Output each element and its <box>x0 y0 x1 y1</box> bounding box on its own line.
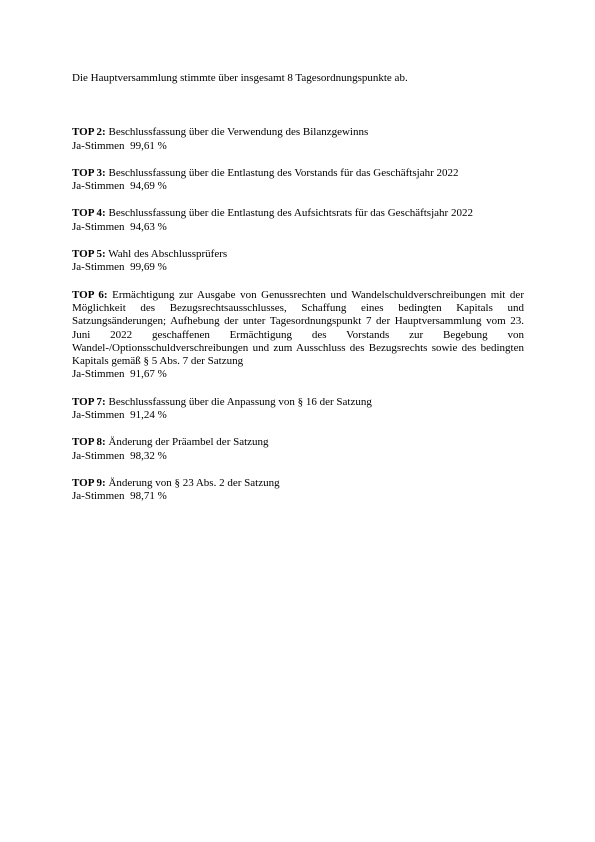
votes-label: Ja-Stimmen <box>72 409 125 422</box>
intro-text: Die Hauptversammlung stimmte über insgesamt 8 Tagesordnungspunkte ab. <box>72 72 408 84</box>
agenda-item-title: Beschlussfassung über die Entlastung des Vorstands für das Geschäftsjahr 2022 <box>105 166 459 179</box>
agenda-item-top-4 <box>72 207 524 234</box>
agenda-item-label: TOP 2: <box>72 126 106 139</box>
votes-label: Ja-Stimmen <box>72 220 125 233</box>
votes-value: 91,24 % <box>130 409 167 422</box>
agenda-item-top-8 <box>72 436 524 463</box>
agenda-item-label: TOP 8: <box>72 436 106 449</box>
votes-label: Ja-Stimmen <box>72 261 125 274</box>
agenda-item-label: TOP 9: <box>72 476 106 489</box>
agenda-item-top-3 <box>72 167 524 194</box>
agenda-item-label: TOP 7: <box>72 395 106 408</box>
votes-label: Ja-Stimmen <box>72 139 125 152</box>
votes-value: 98,32 % <box>130 449 167 462</box>
agenda-item-title: Beschlussfassung über die Verwendung des Bilanzgewinns <box>105 126 369 139</box>
agenda-item-title: Beschlussfassung über die Anpassung von § 16 der Satzung <box>105 395 372 408</box>
agenda-item-title: Änderung der Präambel der Satzung <box>105 436 269 449</box>
votes-value: 91,67 % <box>130 368 167 381</box>
agenda-item-title: Beschlussfassung über die Entlastung des Aufsichtsrats für das Geschäftsjahr 2022 <box>105 207 473 220</box>
votes-value: 94,63 % <box>130 220 167 233</box>
agenda-item-label: TOP 3: <box>72 166 106 179</box>
agenda-item-top-9 <box>72 477 524 504</box>
agenda-item-title: Ermächtigung zur Ausgabe von Genussrechten und Wandelschuldverschreibungen mit der Möglichkeit des Bezugsrechtsausschlusses, Schaffung eines bedingten Kapitals und Satzungsänderungen; Aufhebung der unter Tagesordnungspunkt 7 der Hauptversammlung vom 23. Juni 2022 geschaffenen Ermächtigung des Vorstands zur Begebung von Wandel-/Optionsschuldverschreibungen und zum Ausschluss des Bezugsrechts sowie des bedingten Kapitals gemäß § 5 Abs. 7 der Satzung <box>72 288 524 368</box>
votes-value: 99,61 % <box>130 139 167 152</box>
agenda-item-title: Wahl des Abschlussprüfers <box>105 248 228 261</box>
agenda-item-label: TOP 6: <box>72 288 108 301</box>
votes-label: Ja-Stimmen <box>72 490 125 503</box>
votes-label: Ja-Stimmen <box>72 180 125 193</box>
agenda-item-top-5 <box>72 248 524 275</box>
agenda-item-label: TOP 5: <box>72 248 106 261</box>
votes-value: 98,71 % <box>130 490 167 503</box>
agenda-item-label: TOP 4: <box>72 207 106 220</box>
agenda-item-title: Änderung von § 23 Abs. 2 der Satzung <box>105 476 280 489</box>
votes-value: 94,69 % <box>130 180 167 193</box>
agenda-item-top-7 <box>72 396 524 423</box>
votes-label: Ja-Stimmen <box>72 368 125 381</box>
votes-label: Ja-Stimmen <box>72 449 125 462</box>
agenda-item-top-6 <box>72 289 524 382</box>
votes-value: 99,69 % <box>130 261 167 274</box>
document-page <box>72 72 524 518</box>
agenda-item-top-2 <box>72 126 524 153</box>
